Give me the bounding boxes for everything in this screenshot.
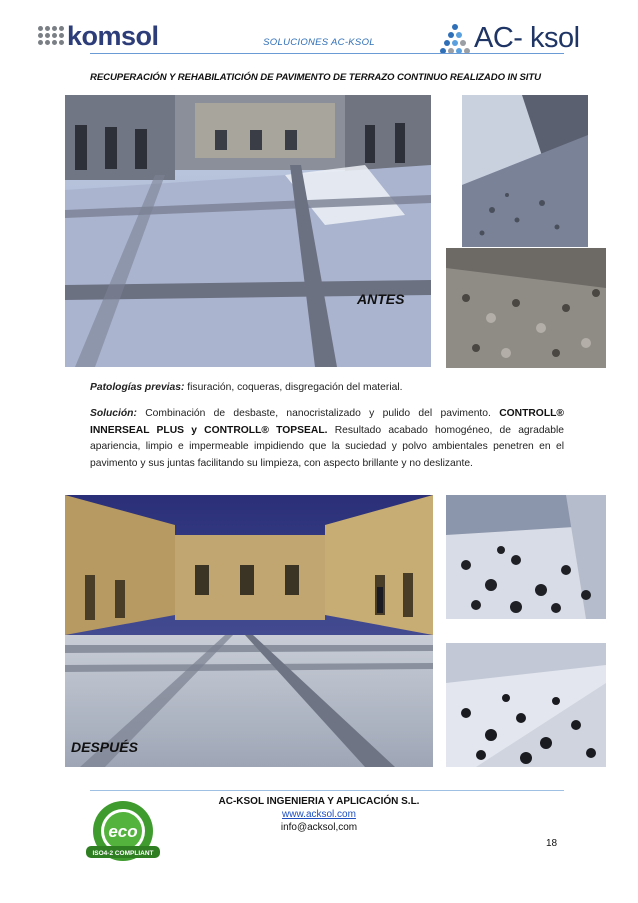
patologias-label: Patologías previas:: [90, 382, 185, 393]
after-detail-photo-bottom: [446, 643, 606, 767]
patologias-paragraph: [90, 380, 564, 397]
solucion-label: Solución:: [90, 408, 137, 419]
solucion-text-1: Combinación de desbaste, nanocristalizado y pulido del pavimento.: [136, 408, 500, 419]
before-detail-photo-bottom: [446, 248, 606, 368]
footer-company: AC-KSOL INGENIERIA Y APLICACIÓN S.L.: [218, 796, 420, 807]
acksol-logo-text: AC- ksol: [474, 21, 580, 54]
after-label: DESPUÉS: [71, 739, 138, 755]
acksol-dots-icon: [440, 22, 470, 54]
solucion-product: CONTROLL® INNERSEAL PLUS y CONTROLL® TOPSEAL.: [90, 408, 564, 436]
page-number: 18: [546, 838, 558, 849]
patologias-text: fisuración, coqueras, disgregación del material.: [184, 382, 403, 393]
solucion-text-2: Resultado acabado homogéneo, de agradable apariencia, limpio e impermeable impidiendo que la suciedad y polvo ambientales penetren en el pavimento y sus juntas facilitando su limpieza, con aspecto brillante y no deslizante.: [90, 424, 565, 469]
after-main-photo: [65, 495, 433, 767]
footer-website-link[interactable]: www.acksol.com: [282, 809, 356, 820]
acksol-logo: [440, 20, 610, 56]
after-detail-photo-top: [446, 495, 606, 619]
solucion-paragraph: [90, 406, 564, 472]
document-title: RECUPERACIÓN Y REHABILATICIÓN DE PAVIMENTO DE TERRAZO CONTINUO REALIZADO IN SITU: [90, 72, 541, 83]
komsol-logo: [38, 18, 188, 54]
header-divider: [90, 53, 564, 54]
footer-divider: [90, 790, 564, 791]
eco-badge-ring-text: ISO4-2 COMPLIANT: [92, 850, 154, 857]
header-title: SOLUCIONES AC-KSOL: [263, 37, 375, 48]
footer-email[interactable]: info@acksol,com: [280, 822, 358, 833]
before-main-photo: [65, 95, 431, 367]
komsol-logo-text: komsol: [67, 20, 159, 51]
eco-badge-text: eco: [108, 822, 138, 841]
before-label: ANTES: [357, 291, 405, 307]
before-detail-photo-top: [462, 95, 588, 247]
